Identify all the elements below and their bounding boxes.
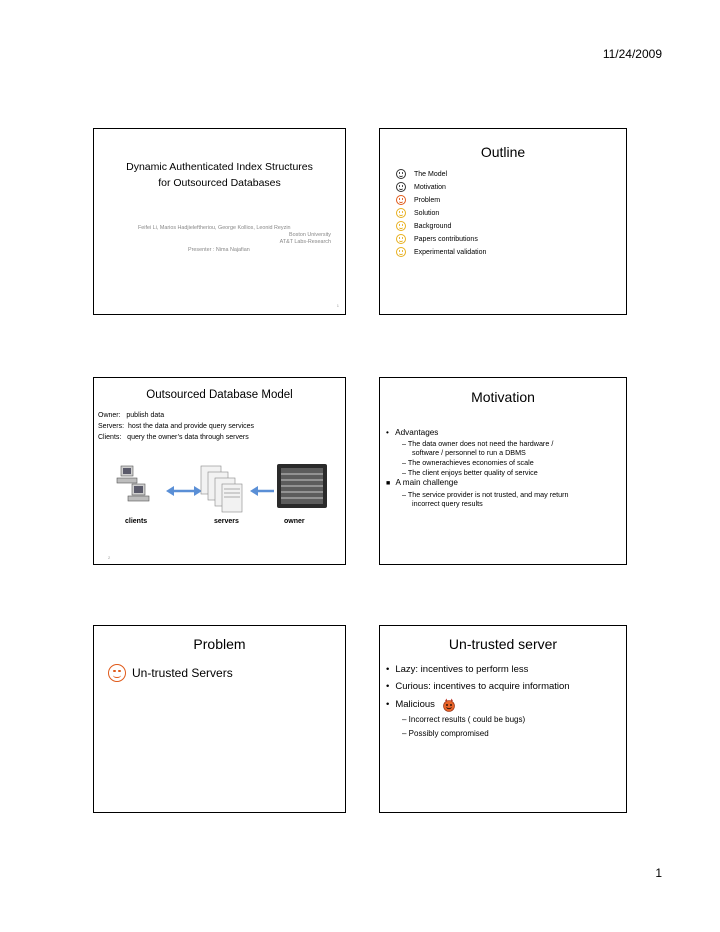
devil-face-icon	[442, 698, 456, 712]
smiley-icon	[108, 664, 126, 682]
problem-item-text: Un-trusted Servers	[132, 666, 233, 680]
slide1-affiliation-2: AT&T Labs-Research	[279, 239, 331, 245]
slide3-clients-line: Clients: query the owner’s data through servers	[98, 434, 249, 441]
slide-untrusted-server	[379, 625, 627, 813]
label-owner: owner	[284, 518, 305, 525]
smiley-icon	[396, 195, 406, 205]
owner-server-rack-icon	[277, 464, 327, 508]
page-date: 11/24/2009	[602, 47, 662, 61]
outline-item	[396, 195, 440, 205]
sub-quality: – The client enjoys better quality of service	[402, 468, 538, 477]
bullet-challenge	[386, 478, 458, 489]
outline-item	[396, 221, 451, 231]
outline-item-label: Papers contributions	[414, 235, 478, 243]
slide1-title-line1: Dynamic Authenticated Index Structures	[126, 161, 313, 173]
bullet-challenge-text: A main challenge	[395, 478, 458, 487]
smiley-icon	[396, 221, 406, 231]
outline-item-label: Motivation	[414, 183, 446, 191]
slide1-title-line2: for Outsourced Databases	[158, 177, 281, 189]
slide1-number: 1	[336, 303, 339, 308]
outline-item	[396, 234, 478, 244]
server-pages-icon	[201, 466, 242, 512]
double-arrow-icon	[166, 486, 202, 496]
sub-quality-text: The client enjoys better quality of service	[407, 468, 538, 477]
page-number: 1	[655, 866, 662, 880]
outline-item-label: Solution	[414, 209, 440, 217]
bullet-dot: •	[386, 428, 389, 437]
smiley-icon	[396, 234, 406, 244]
outline-item	[396, 182, 446, 192]
slide3-title: Outsourced Database Model	[146, 389, 293, 401]
bullet-advantages-text: Advantages	[395, 428, 439, 437]
slide-problem	[93, 625, 346, 813]
bullet-malicious: • Malicious	[386, 698, 456, 712]
sub-incorrect-text: Incorrect results ( could be bugs)	[408, 715, 526, 724]
problem-item	[108, 664, 233, 682]
outline-item-label: Experimental validation	[414, 248, 487, 256]
sub-incorrect: – Incorrect results ( could be bugs)	[402, 715, 526, 724]
smiley-icon	[396, 182, 406, 192]
sub-hardware: – The data owner does not need the hardware /	[402, 439, 554, 448]
slide3-servers-line: Servers: host the data and provide query services	[98, 423, 255, 430]
bullet-curious: • Curious: incentives to acquire information	[386, 681, 570, 692]
slide3-number: 2	[108, 555, 111, 560]
smiley-icon	[396, 247, 406, 257]
slide-motivation	[379, 377, 627, 565]
outline-item	[396, 208, 439, 218]
client-computer-icon	[117, 466, 149, 501]
smiley-icon	[396, 208, 406, 218]
slide2-title: Outline	[480, 144, 526, 160]
slide1-presenter: Presenter : Nima Najafian	[188, 247, 250, 253]
left-arrow-icon	[250, 486, 274, 496]
slide6-title: Un-trusted server	[448, 636, 558, 652]
slide-outsourced-model	[93, 377, 346, 565]
slide1-authors: Feifei Li, Marios Hadjieleftheriou, George Kollios, Leonid Reyzin	[138, 225, 291, 231]
outline-item-label: Problem	[414, 196, 441, 204]
outline-item-label: Background	[414, 222, 452, 230]
outline-item-label: The Model	[414, 170, 448, 178]
slide3-owner-line: Owner: publish data	[98, 412, 165, 419]
bullet-curious-text: Curious: incentives to acquire information	[395, 681, 570, 692]
bullet-advantages	[386, 428, 438, 438]
sub-compromised: – Possibly compromised	[402, 729, 489, 738]
bullet-lazy: • Lazy: incentives to perform less	[386, 664, 529, 675]
sub-hardware-line1: The data owner does not need the hardware /	[407, 439, 554, 448]
sub-not-trusted: – The service provider is not trusted, and may return	[402, 490, 569, 499]
outline-item	[396, 247, 486, 257]
sub-hardware-line2: software / personnel to run a DBMS	[412, 448, 526, 457]
sub-economies: – The ownerachieves economies of scale	[402, 458, 534, 467]
slide-outline	[379, 128, 627, 315]
outline-item	[396, 169, 447, 179]
slide-title	[93, 128, 346, 315]
sub-compromised-text: Possibly compromised	[408, 729, 489, 738]
sub-not-trusted-line1: The service provider is not trusted, and may return	[407, 490, 569, 499]
label-clients: clients	[125, 518, 148, 525]
label-servers: servers	[214, 518, 239, 525]
slide5-title: Problem	[193, 636, 246, 652]
sub-not-trusted-line2: incorrect query results	[412, 499, 483, 508]
slide4-title: Motivation	[471, 389, 535, 405]
smiley-icon	[396, 169, 406, 179]
sub-economies-text: The ownerachieves economies of scale	[407, 458, 534, 467]
square-bullet-icon: ■	[386, 480, 391, 487]
bullet-malicious-text: Malicious	[395, 699, 435, 710]
bullet-lazy-text: Lazy: incentives to perform less	[395, 664, 529, 675]
slide1-affiliation-1: Boston University	[289, 232, 331, 238]
